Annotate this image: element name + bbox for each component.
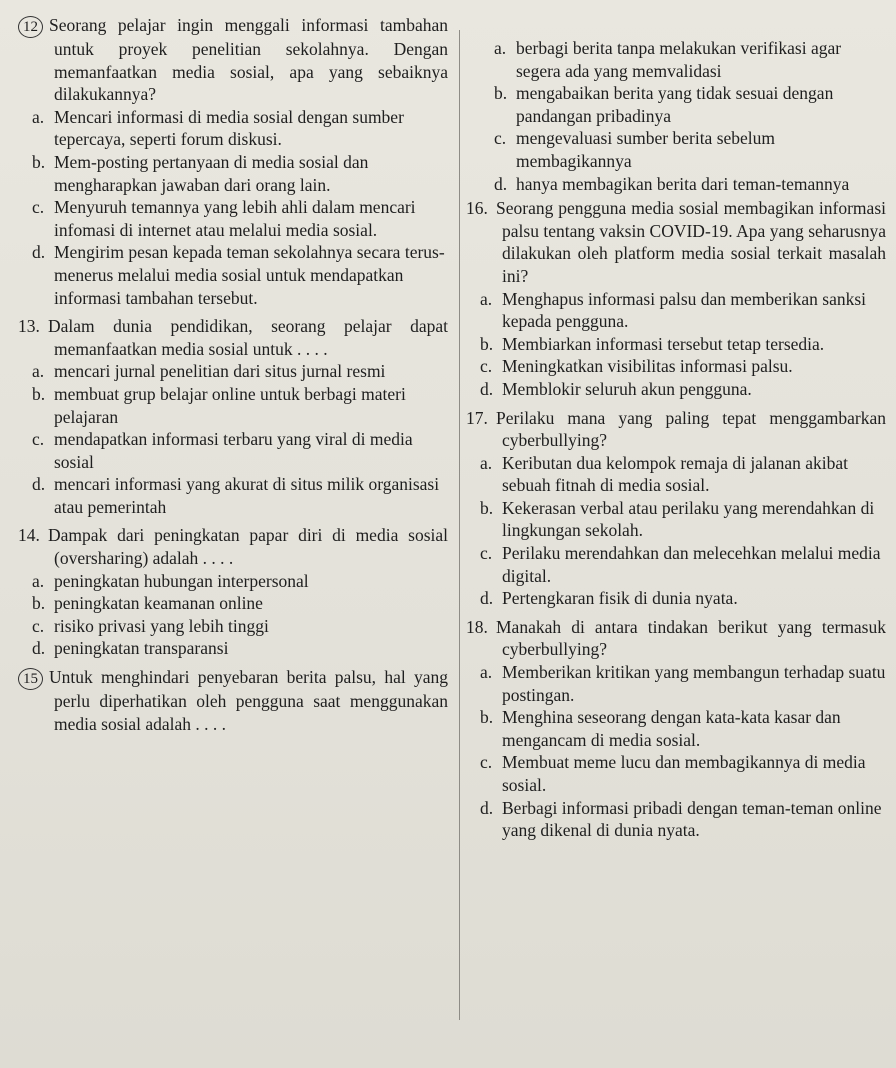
option-list [18,360,448,518]
option-list [466,37,886,195]
option-b[interactable]: b. mengabaikan berita yang tidak sesuai dengan pandangan pribadinya [494,83,834,126]
option-a[interactable]: a. Mencari informasi di media sosial dengan sumber tepercaya, seperti forum diskusi. [32,106,404,150]
question-text: Seorang pelajar ingin menggali informasi tambahan untuk proyek penelitian sekolahnya. Dengan memanfaatkan media sosial, apa yang sebaiknya dilakukannya? [49,15,448,105]
question-number: 17. [466,407,488,428]
option-b[interactable]: b. membuat grup belajar online untuk berbagi materi pelajaran [32,383,406,427]
option-c[interactable]: c. mendapatkan informasi terbaru yang viral di media sosial [32,429,413,472]
option-list [466,288,886,401]
option-a[interactable]: a. Memberikan kritikan yang membangun terhadap suatu postingan. [480,662,886,705]
option-d[interactable]: d. Berbagi informasi pribadi dengan teman-teman online yang dikenal di dunia nyata. [480,797,882,841]
question-13 [18,315,448,518]
option-b[interactable]: b. Kekerasan verbal atau perilaku yang merendahkan di lingkungan sekolah. [480,497,875,541]
question-text: Seorang pengguna media sosial membagikan informasi palsu tentang vaksin COVID-19. Apa yang seharusnya dilakukan oleh platform media sosial terkait masalah ini? [496,198,886,286]
option-list [466,661,886,842]
option-a[interactable]: a. Keributan dua kelompok remaja di jalanan akibat sebuah fitnah di media sosial. [480,452,848,496]
question-number-circled: 15 [18,668,43,690]
option-d[interactable]: d. Mengirim pesan kepada teman sekolahnya secara terus-menerus melalui media sosial untuk mendapatkan informasi tambahan tersebut. [32,242,445,308]
option-c[interactable]: c. Meningkatkan visibilitas informasi palsu. [480,356,793,377]
option-d[interactable]: d. hanya membagikan berita dari teman-temannya [494,173,850,194]
question-number: 14. [18,525,40,546]
question-number: 16. [466,198,488,219]
option-b[interactable]: b. Mem-posting pertanyaan di media sosial dan mengharapkan jawaban dari orang lain. [32,151,369,195]
option-d[interactable]: d. peningkatan transparansi [32,638,229,659]
question-15-options [466,37,886,195]
option-b[interactable]: b. peningkatan keamanan online [32,593,263,614]
option-c[interactable]: c. Menyuruh temannya yang lebih ahli dalam mencari infomasi di internet atau melalui media sosial. [32,197,416,240]
right-column [466,37,886,848]
option-c[interactable]: c. risiko privasi yang lebih tinggi [32,615,269,636]
option-c[interactable]: c. Membuat meme lucu dan membagikannya di media sosial. [480,752,866,795]
question-16 [466,197,886,400]
option-a[interactable]: a. Menghapus informasi palsu dan memberikan sanksi kepada pengguna. [480,288,867,332]
option-d[interactable]: d. Memblokir seluruh akun pengguna. [480,378,752,399]
question-text: Perilaku mana yang paling tepat menggambarkan cyberbullying? [496,407,886,451]
option-c[interactable]: c. Perilaku merendahkan dan melecehkan melalui media digital. [480,543,881,586]
option-a[interactable]: a. mencari jurnal penelitian dari situs jurnal resmi [32,361,386,382]
option-list [18,106,448,309]
option-a[interactable]: a. peningkatan hubungan interpersonal [32,570,309,591]
option-b[interactable]: b. Membiarkan informasi tersebut tetap tersedia. [480,333,825,354]
option-a[interactable]: a. berbagi berita tanpa melakukan verifikasi agar segera ada yang memvalidasi [494,38,842,81]
option-list [466,452,886,610]
option-d[interactable]: d. mencari informasi yang akurat di situs milik organisasi atau pemerintah [32,474,440,517]
question-14 [18,524,448,660]
column-divider [459,30,460,1020]
option-list [18,570,448,660]
option-d[interactable]: d. Pertengkaran fisik di dunia nyata. [480,588,738,609]
question-text: Dalam dunia pendidikan, seorang pelajar dapat memanfaatkan media sosial untuk . . . . [48,316,448,359]
question-17 [466,407,886,610]
option-b[interactable]: b. Menghina seseorang dengan kata-kata kasar dan mengancam di media sosial. [480,707,841,750]
question-text: Manakah di antara tindakan berikut yang termasuk cyberbullying? [496,616,886,660]
question-number-circled: 12 [18,16,43,38]
question-15 [18,666,448,735]
question-18 [466,616,886,842]
question-12 [18,14,448,309]
question-number: 18. [466,616,488,637]
option-c[interactable]: c. mengevaluasi sumber berita sebelum membagikannya [494,128,776,171]
question-number: 13. [18,316,40,337]
left-column [18,14,448,741]
question-text: Dampak dari peningkatan papar diri di media sosial (oversharing) adalah . . . . [48,525,448,569]
question-text: Untuk menghindari penyebaran berita palsu, hal yang perlu diperhatikan oleh pengguna saat menggunakan media sosial adalah . . . . [49,667,448,734]
